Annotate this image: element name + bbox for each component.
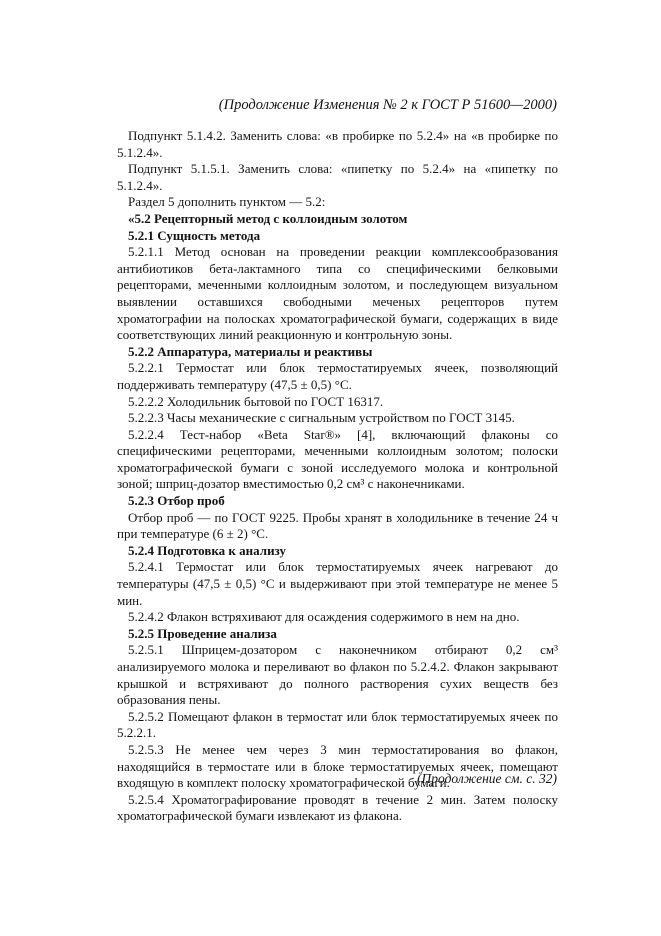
paragraph: 5.2.4.1 Термостат или блок термостатируемых ячеек нагревают до температуры (47,5 ± 0,5) °С и выдерживают при этой температуре не менее 5 мин. [117,559,558,608]
paragraph: 5.2.5.2 Помещают флакон в термостат или блок термостатируемых ячеек по 5.2.2.1. [117,708,558,741]
paragraph: Подпункт 5.1.5.1. Заменить слова: «пипетку по 5.2.4» на «пипетку по 5.1.2.4». [117,161,558,193]
section-heading: 5.2.1 Сущность метода [128,227,261,243]
page-header: (Продолжение Изменения № 2 к ГОСТ Р 51600—2000) [218,97,557,113]
section-heading: 5.2.5 Проведение анализа [128,625,277,641]
paragraph: Раздел 5 дополнить пунктом — 5.2: [128,194,326,210]
paragraph: 5.2.1.1 Метод основан на проведении реакции комплексообразования антибиотиков бета-лактамного типа со специфическими белковыми рецепторами, меченными коллоидным золотом, и последующем визуальном выявлении оставшихся свободными меченых рецепторов путем хроматографии на полосках хроматографической бумаги, содержащих в виде соответствующих линий реакционную и контрольную зоны. [117,244,558,343]
paragraph: 5.2.2.4 Тест-набор «Beta Star®» [4], включающий флаконы со специфическими рецепторами, меченными коллоидным золотом; полоски хроматографической бумаги с зоной исследуемого молока и контрольной зоной; шприц-дозатор вместимостью 0,2 см³ с наконечниками. [117,426,558,492]
paragraph: 5.2.4.2 Флакон встряхивают для осаждения содержимого в нем на дно. [128,609,520,625]
section-heading: 5.2.3 Отбор проб [128,493,225,509]
section-heading: 5.2.4 Подготовка к анализу [128,542,287,558]
paragraph: 5.2.5.1 Шприцем-дозатором с наконечником отбирают 0,2 см³ анализируемого молока и переливают во флакон по 5.2.4.2. Флакон закрывают крышкой и встряхивают до полного растворения сухих веществ без образования пены. [117,642,558,708]
paragraph: 5.2.2.3 Часы механические с сигнальным устройством по ГОСТ 3145. [128,410,515,426]
page-footer: (Продолжение см. с. 32) [417,771,557,786]
body-text [117,128,558,825]
paragraph: Отбор проб — по ГОСТ 9225. Пробы хранят в холодильнике в течение 24 ч при температуре (6 ± 2) °С. [117,509,558,542]
paragraph: 5.2.5.4 Хроматографирование проводят в течение 2 мин. Затем полоску хроматографической бумаги извлекают из флакона. [117,791,558,824]
paragraph: 5.2.2.1 Термостат или блок термостатируемых ячеек, позволяющий поддерживать температуру (47,5 ± 0,5) °С. [117,360,558,392]
section-heading: «5.2 Рецепторный метод с коллоидным золотом [128,210,408,226]
paragraph: 5.2.5.3 Не менее чем через 3 мин термостатирования во флакон, находящийся в термостате или в блоке термостатируемых ячеек, помещают входящую в комплект полоску хроматографической бумаги. [117,741,558,791]
paragraph: 5.2.2.2 Холодильник бытовой по ГОСТ 16317. [128,393,384,409]
section-heading: 5.2.2 Аппаратура, материалы и реактивы [128,343,373,359]
paragraph: Подпункт 5.1.4.2. Заменить слова: «в пробирке по 5.2.4» на «в пробирке по 5.1.2.4». [117,128,558,160]
